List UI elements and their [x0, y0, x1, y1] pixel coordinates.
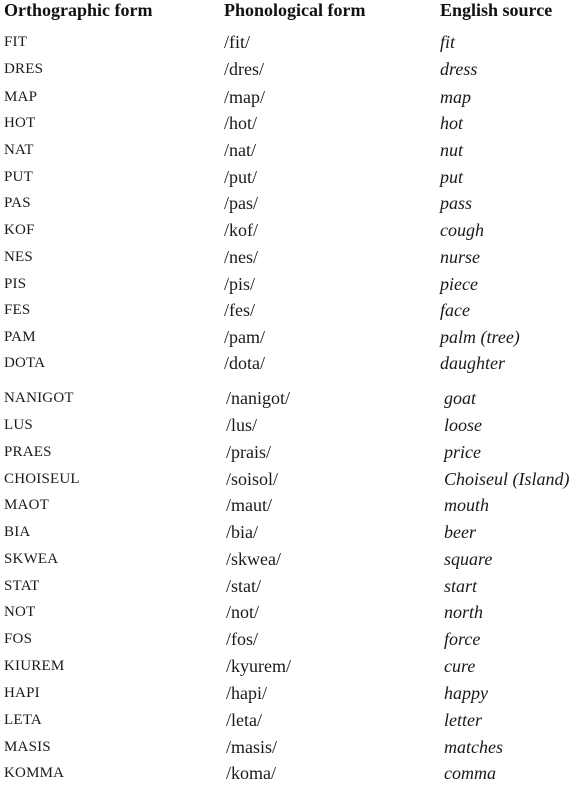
english-source-cell: price: [444, 442, 481, 462]
orthographic-form-cell: NANIGOT: [4, 390, 74, 406]
table-row: [0, 139, 579, 163]
table-row: [0, 468, 579, 492]
table-row: [0, 273, 579, 297]
table-row: [0, 736, 579, 760]
english-source-cell: Choiseul (Island): [444, 469, 570, 489]
orthographic-form-cell: MAP: [4, 89, 38, 105]
phonological-form-cell: /pis/: [224, 274, 256, 294]
phonological-form-cell: /leta/: [226, 710, 262, 730]
phonological-form-cell: /fes/: [224, 300, 255, 320]
table-row: [0, 387, 579, 411]
header-phonological-form: Phonological form: [224, 0, 366, 20]
phonological-form-cell: /masis/: [226, 737, 278, 757]
phonological-form-cell: /dota/: [224, 353, 265, 373]
phonological-form-cell: /bia/: [226, 522, 258, 542]
english-source-cell: map: [440, 87, 471, 107]
phonological-form-cell: /skwea/: [226, 549, 281, 569]
english-source-cell: comma: [444, 763, 496, 783]
orthographic-form-cell: KOF: [4, 222, 35, 238]
phonological-form-cell: /nes/: [224, 247, 258, 267]
english-source-cell: north: [444, 602, 484, 622]
orthographic-form-cell: NES: [4, 249, 33, 265]
phonological-form-cell: /soisol/: [226, 469, 279, 489]
phonological-form-cell: /kyurem/: [226, 656, 291, 676]
orthographic-form-cell: HAPI: [4, 685, 40, 701]
table-row: [0, 219, 579, 243]
phonological-form-cell: /fos/: [226, 629, 259, 649]
table-row: [0, 299, 579, 323]
orthographic-form-cell: MASIS: [4, 739, 51, 755]
table-row: [0, 441, 579, 465]
phonological-form-cell: /kof/: [224, 220, 258, 240]
phonological-form-cell: /pas/: [224, 193, 258, 213]
english-source-cell: face: [440, 300, 470, 320]
english-source-cell: loose: [444, 415, 482, 435]
orthographic-form-cell: FIT: [4, 34, 28, 50]
table-row: [0, 601, 579, 625]
table-row: [0, 86, 579, 110]
english-source-cell: goat: [444, 388, 477, 408]
table-row: [0, 246, 579, 270]
english-source-cell: matches: [444, 737, 503, 757]
orthographic-form-cell: LUS: [4, 417, 33, 433]
orthographic-form-cell: PUT: [4, 169, 33, 185]
header-english-source: English source: [440, 0, 553, 20]
english-source-cell: cure: [444, 656, 476, 676]
phonological-form-cell: /koma/: [226, 763, 276, 783]
phonological-form-cell: /nat/: [224, 140, 256, 160]
phonological-form-cell: /prais/: [226, 442, 271, 462]
orthographic-form-cell: FES: [4, 302, 31, 318]
phonological-form-cell: /fit/: [224, 32, 250, 52]
english-source-cell: cough: [440, 220, 484, 240]
english-source-cell: start: [444, 576, 478, 596]
table-row: [0, 628, 579, 652]
phonological-form-cell: /stat/: [226, 576, 261, 596]
table-row: [0, 548, 579, 572]
orthographic-form-cell: PAS: [4, 195, 31, 211]
english-source-cell: fit: [440, 32, 456, 52]
phonological-form-cell: /map/: [224, 87, 265, 107]
table-row: [0, 521, 579, 545]
phonological-form-cell: /dres/: [224, 59, 264, 79]
phonological-form-cell: /maut/: [226, 495, 272, 515]
phonological-form-cell: /hot/: [224, 113, 258, 133]
english-source-cell: palm (tree): [440, 327, 520, 347]
orthographic-form-cell: BIA: [4, 524, 31, 540]
orthographic-form-cell: PRAES: [4, 444, 52, 460]
orthographic-form-cell: PIS: [4, 276, 27, 292]
orthographic-form-cell: NAT: [4, 142, 34, 158]
orthographic-form-cell: PAM: [4, 329, 36, 345]
table-row: [0, 352, 579, 376]
orthographic-form-cell: NOT: [4, 604, 36, 620]
table-row: [0, 58, 579, 82]
phonological-form-cell: /nanigot/: [226, 388, 290, 408]
orthographic-form-cell: FOS: [4, 631, 33, 647]
table-row: [0, 112, 579, 136]
table-row: [0, 762, 579, 786]
table-header: [0, 0, 579, 24]
orthographic-form-cell: STAT: [4, 578, 40, 594]
orthographic-form-cell: CHOISEUL: [4, 471, 80, 487]
table-row: [0, 326, 579, 350]
english-source-cell: hot: [440, 113, 464, 133]
orthographic-form-cell: KIUREM: [4, 658, 65, 674]
table-row: [0, 192, 579, 216]
phonological-form-cell: /not/: [226, 602, 260, 622]
english-source-cell: force: [444, 629, 481, 649]
table-row: [0, 414, 579, 438]
phonological-form-cell: /lus/: [226, 415, 258, 435]
english-source-cell: nurse: [440, 247, 480, 267]
english-source-cell: nut: [440, 140, 464, 160]
english-source-cell: happy: [444, 683, 488, 703]
table-row: [0, 682, 579, 706]
table-row: [0, 709, 579, 733]
phonological-form-cell: /hapi/: [226, 683, 267, 703]
english-source-cell: pass: [440, 193, 473, 213]
orthographic-form-cell: DOTA: [4, 355, 46, 371]
table-row: [0, 494, 579, 518]
table-row: [0, 166, 579, 190]
phonological-form-cell: /put/: [224, 167, 258, 187]
orthographic-form-cell: KOMMA: [4, 765, 65, 781]
english-source-cell: mouth: [444, 495, 489, 515]
orthographic-form-cell: SKWEA: [4, 551, 59, 567]
orthographic-form-cell: LETA: [4, 712, 42, 728]
english-source-cell: square: [444, 549, 493, 569]
english-source-cell: letter: [444, 710, 482, 730]
english-source-cell: daughter: [440, 353, 505, 373]
orthographic-form-cell: HOT: [4, 115, 36, 131]
table-row: [0, 31, 579, 55]
table-row: [0, 575, 579, 599]
english-source-cell: put: [440, 167, 464, 187]
header-orthographic-form: Orthographic form: [4, 0, 153, 20]
orthographic-form-cell: MAOT: [4, 497, 49, 513]
orthographic-form-cell: DRES: [4, 61, 44, 77]
english-source-cell: dress: [440, 59, 478, 79]
english-source-cell: piece: [440, 274, 478, 294]
english-source-cell: beer: [444, 522, 476, 542]
phonological-form-cell: /pam/: [224, 327, 265, 347]
table-row: [0, 655, 579, 679]
